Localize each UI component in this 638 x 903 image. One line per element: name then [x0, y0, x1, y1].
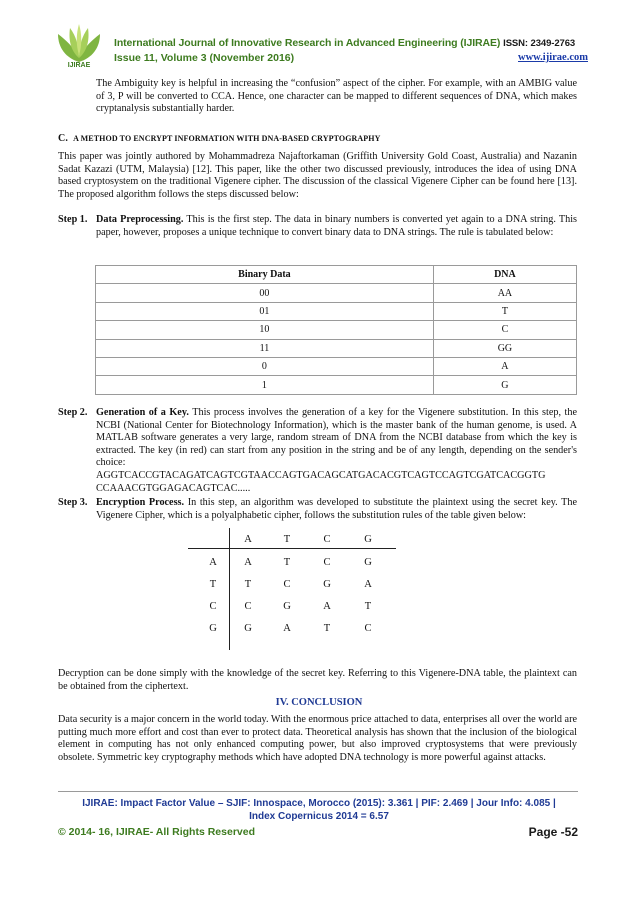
step2-title: Generation of a Key.	[96, 407, 189, 418]
step3-label: Step 3.	[58, 497, 88, 508]
table-row	[96, 302, 577, 320]
table-cell: G	[283, 601, 291, 612]
table-cell: G	[364, 557, 372, 568]
step3-body	[96, 497, 577, 522]
copyright-notice: © 2014- 16, IJIRAE- All Rights Reserved	[58, 826, 256, 838]
step1-title: Data Preprocessing.	[96, 214, 184, 225]
dna-cell: AA	[433, 284, 576, 302]
col-header: T	[283, 534, 291, 545]
table-cell: G	[323, 579, 331, 590]
col-header: G	[364, 534, 372, 545]
dna-cell: T	[433, 302, 576, 320]
table-row	[96, 321, 577, 339]
table-cell: C	[244, 601, 252, 612]
table-row	[96, 376, 577, 394]
section-c-letter: C.	[58, 133, 68, 144]
binary-cell: 0	[96, 357, 434, 375]
journal-name: International Journal of Innovative Research in Advanced Engineering (IJIRAE)	[114, 37, 501, 49]
binary-cell: 10	[96, 321, 434, 339]
section-c-paragraph: This paper was jointly authored by Mohammadreza Najaftorkaman (Griffith University Gold Coast, Australia) and Nazanin Sadat Kazazi (UTM, Malaysia) [12]. This paper, like the other two discussed previously, introduces the idea of using DNA based cryptosystem on the traditional Vigenere cipher. The discussion of the classical Vigenere Cipher can be found here [13]. The proposed algorithm follows the steps discussed below:	[58, 151, 577, 200]
row-header: A	[209, 557, 217, 568]
dna-cell: GG	[433, 339, 576, 357]
binary-cell: 1	[96, 376, 434, 394]
table-cell: T	[244, 579, 252, 590]
table-cell: T	[364, 601, 372, 612]
step2-text: This process involves the generation of a key for the Vigenere substitution. In this step, the NCBI (National Center for Biotechnology Information), which is the master bank of the human genome, is used. A MATLAB software generates a very large, random stream of DNA from the NCBI database from which the key is extracted. The key (in red) can start from any position in the string and be of any length, depending on the sender's choice:	[96, 407, 577, 469]
table-cell: C	[283, 579, 291, 590]
decryption-paragraph: Decryption can be done simply with the knowledge of the secret key. Referring to this Vigenere-DNA table, the plaintext can be obtained from the ciphertext.	[58, 668, 577, 692]
table-cell: C	[323, 557, 331, 568]
issn: ISSN: 2349-2763	[503, 38, 576, 49]
footer-impact-factors: IJIRAE: Impact Factor Value – SJIF: Innospace, Morocco (2015): 3.361 | PIF: 2.469 | Jour Info: 4.085 |	[82, 798, 556, 809]
page-header	[0, 0, 638, 75]
table-row	[96, 357, 577, 375]
vigenere-dna-table	[188, 528, 408, 653]
table-cell: A	[244, 557, 252, 568]
table-cell: T	[283, 557, 291, 568]
step3-text: In this step, an algorithm was developed to substitute the plaintext using the secret key. The Vigenere Cipher, which is a polyalphabetic cipher, follows the substitution rules of the table given below:	[96, 497, 577, 521]
dna-cell: C	[433, 321, 576, 339]
footer-index-copernicus: Index Copernicus 2014 = 6.57	[249, 811, 389, 822]
table-row	[96, 339, 577, 357]
conclusion-paragraph: Data security is a major concern in the world today. With the enormous price attached to data, enterprises all over the world are putting much more effort and cost than ever to protect data. Theoretical analysis has shown that the inclusion of the biological element in computing has not only enhanced computing power, but also improved cryptosystems that were previously obsolete. Symmetric key cryptography methods which have adopted DNA technology is more powerful against attacks.	[58, 714, 577, 763]
table-cell: C	[364, 623, 372, 634]
col-header-dna: DNA	[433, 266, 576, 284]
table-cell: A	[364, 579, 372, 590]
step1-body	[96, 214, 577, 239]
col-header: C	[323, 534, 331, 545]
col-header-binary: Binary Data	[96, 266, 434, 284]
intro-paragraph: The Ambiguity key is helpful in increasing the “confusion” aspect of the cipher. For example, with an AMBIG value of 3, P will be converted to CCA. Hence, one character can be mapped to different sequences of DNA, which makes cryptanalysis substantially harder.	[96, 78, 577, 115]
table-cell: T	[323, 623, 331, 634]
binary-dna-table	[95, 265, 577, 395]
binary-cell: 11	[96, 339, 434, 357]
step1-label: Step 1.	[58, 214, 88, 225]
step2-body	[96, 407, 577, 470]
step2-label: Step 2.	[58, 407, 88, 418]
logo-text: IJIRAE	[67, 62, 91, 68]
dna-key-string: AGGTCACCGTACAGATCAGTCGTAACCAGTGACAGCATGACACGTCAGTCCAGTCGATCACGGTG CCAAACGTGGAGACAGTCAC.....	[96, 470, 546, 494]
col-header: A	[244, 534, 252, 545]
binary-cell: 01	[96, 302, 434, 320]
section-c-heading	[58, 133, 381, 144]
dna-cell: G	[433, 376, 576, 394]
website-link[interactable]: www.ijirae.com	[518, 52, 588, 63]
section-c-title: A METHOD TO ENCRYPT INFORMATION WITH DNA-BASED CRYPTOGRAPHY	[73, 134, 381, 143]
issue-text: Issue 11, Volume 3 (November 2016)	[114, 52, 295, 64]
table-cell: A	[323, 601, 331, 612]
binary-cell: 00	[96, 284, 434, 302]
table-divider-horizontal	[188, 548, 396, 549]
table-cell: A	[283, 623, 291, 634]
ijirae-logo	[52, 22, 106, 68]
footer-divider	[58, 791, 578, 792]
table-divider-vertical	[229, 528, 230, 650]
table-header-row	[96, 266, 577, 284]
row-header: C	[209, 601, 217, 612]
table-row	[96, 284, 577, 302]
step3-title: Encryption Process.	[96, 497, 185, 508]
table-cell: G	[244, 623, 252, 634]
page-number: Page -52	[528, 825, 578, 839]
step1-text: This is the first step. The data in binary numbers is converted yet again to a DNA string. This paper, however, proposes a unique technique to convert binary data to DNA strings. The rule is tabulated below:	[96, 214, 577, 238]
journal-title	[114, 37, 634, 49]
dna-cell: A	[433, 357, 576, 375]
conclusion-heading: IV. CONCLUSION	[275, 697, 363, 708]
row-header: G	[209, 623, 217, 634]
issue-line	[114, 52, 588, 64]
row-header: T	[209, 579, 217, 590]
